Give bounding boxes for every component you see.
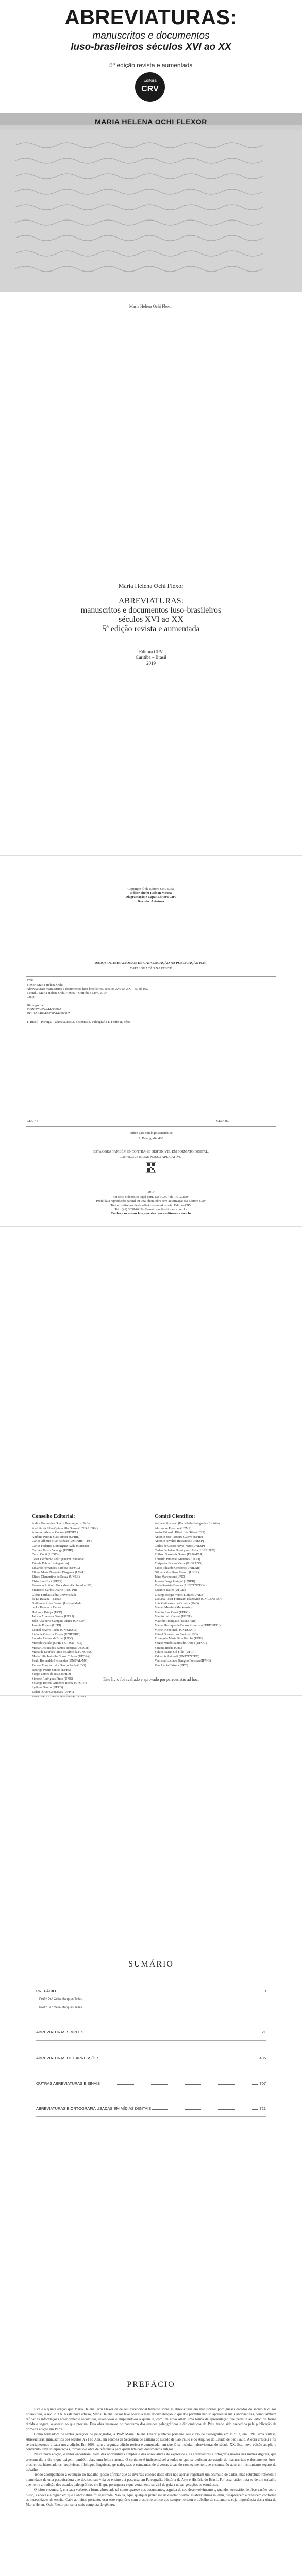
committee-member: Karla Rosário Brumes (UNICENTRO) [155, 1584, 205, 1588]
committee-member: Fabio Eduardo Cressoni (UNILAB) [155, 1566, 200, 1570]
committee-member: Rafael Guarato dos Santos (UFG) [155, 1632, 198, 1636]
board-member: Solange Helena Ximenes-Rocha (UFOPA) [32, 1681, 87, 1685]
board-member: Maria Lília Imbiriba Sousa Colares (UFOPA) [32, 1654, 91, 1658]
page-divider [0, 1695, 302, 1696]
committee-member: Michel Kobelinski (UNESPAR) [155, 1628, 196, 1632]
committee-member: Sylvio Fausto Gil Filho (UFPR) [155, 1650, 196, 1654]
board-member: Renato Francisco dos Santos Paula (UFG) [32, 1664, 86, 1667]
catalog-line: F592 [27, 979, 34, 982]
committee-member: Rosangela Maria Silva Petuba (UFU) [155, 1637, 203, 1641]
catalog-line: 736 p. [27, 995, 36, 999]
toc-entry-page: 435 [259, 2056, 266, 2060]
committee-member: Antonio Jose Teixeira Guerra (UFRJ) [155, 1535, 203, 1539]
scientific-committee-title: Comitê Científico: [155, 1514, 195, 1519]
board-member: Carlos Alberto Vilar Estêvão (UMINHO – PT) [32, 1539, 92, 1544]
toc-entry-page: 707 [259, 2081, 266, 2086]
legal-line-2: Proibida a reprodução parcial ou total desta obra sem autorização da Editora CRV [96, 1199, 206, 1203]
committee-member: Mauro Henrique de Barros Amoroso (FEBF/UERJ) [155, 1623, 221, 1628]
catalog-line: Flexor, Maria Helena Ochi [27, 983, 63, 987]
board-member: Três de Febrero – Argentina) [32, 1562, 69, 1566]
catalog-line: 1. Brasil - Portugal - abreviaturas 2. Sistemas 3. Paleografia I. Título II. Série [27, 1020, 130, 1024]
committee-member: Venilson Luciano Benigno Fonseca (IFMG) [155, 1659, 211, 1663]
cover-subtitle-line2: luso-brasileiros séculos XVI ao XX [71, 42, 231, 53]
board-member: Maria de Lourdes Pinto de Almeida (UNOESC) [32, 1650, 93, 1654]
toc-entry[interactable] [36, 1989, 266, 1995]
legal-line-3: Todos os direitos desta edição reservados pela: Editora CRV [110, 1204, 192, 1207]
toc-entry-label: PREFÁCIO [36, 1989, 56, 1993]
committee-member: Antonio Nivaldo Hespanhol (UNESP) [155, 1539, 204, 1544]
page-divider [0, 855, 302, 856]
cover-title: ABREVIATURAS: [64, 6, 238, 29]
catalog-entry-lines [27, 979, 274, 1024]
toc-entry-label: ABREVIATURAS SIMPLES [36, 2030, 83, 2035]
committee-member: Eduardo Pimentel Menezes (UERJ) [155, 1557, 200, 1561]
editorial-board-list [32, 1522, 150, 1699]
board-member: Fernando Antônio Gonçalves Alcoforado (IPB) [32, 1584, 93, 1588]
board-member: Paulo Romualdo Hernandes (UNIFAL-MG) [32, 1659, 89, 1663]
title-page-title [0, 597, 302, 634]
board-member: Marcelo Paixão (UFRJ e UTexas – US) [32, 1641, 82, 1646]
toc-title: SUMÁRIO [128, 1960, 174, 1969]
board-member: Elione Maria Nogueira Diogenes (UFAL) [32, 1570, 86, 1574]
board-member: de La Havana – Cuba) [32, 1597, 61, 1601]
manuscript-illustration [0, 130, 302, 292]
board-member: Élsio José Corá (UFFS) [32, 1579, 62, 1583]
copyright-block [0, 887, 302, 904]
digital-availability-2: CONHEÇA E BAIXE NOSSO APLICATIVO! [119, 1155, 183, 1159]
toc-separator [36, 2116, 266, 2117]
page-divider [0, 1226, 302, 1227]
board-member: Cesar Gerónimo Tello (Univer. Nacional [32, 1557, 84, 1561]
preface-paragraph: Como formadora de tantas gerações de paleógrafos, a Profª Maria Helena Flexor publicou primeiro seu curso de Paleografia em 1979 e, em 1991, uma síntese, Abreviaturas: manuscritos dos séculos XVI ao XIX, em edições da Secretaria de Cultura do Estado de São Paulo e do Arquivo do Estado de São Paulo. A obra cresceu e foi se enriquecendo a cada nova edição. Em 2008, saiu a segunda edição revista e aumentada, em que já se incluíam abreviaturas do século XX. Esta nova edição amplia o contributo, revê interpretações, tornando-a obra de referência para quem lida com documentos antigos. [26, 2432, 276, 2452]
index-item: 1. Paleografia 400 [139, 1137, 163, 1140]
board-member: Leonel Severo Rocha (UNISINOS) [32, 1628, 77, 1632]
index-title: Índice para catálogo sistemático [129, 1131, 173, 1135]
design-line: Diagramação e Capa: Editora CRV [125, 895, 177, 899]
publisher-city: Curitiba – Brasil [136, 655, 166, 660]
board-member: Simone Rodrigues Pinto (UNB) [32, 1676, 73, 1681]
committee-member: Carlos de Castro Neves Neto (UNESP) [155, 1544, 205, 1548]
toc-separator [36, 2040, 266, 2041]
committee-member: Maurilio Rompatto (UNESPAR) [155, 1619, 196, 1623]
board-member: Tania Suely Azevedo Brasileiro (UFOPA) [32, 1694, 86, 1699]
board-member: Lourdes Helena da Silva (UFV) [32, 1637, 73, 1641]
cdd-code: CDD 469 [216, 1119, 230, 1123]
catalog-line: ISBN 978-85-444-3088-7 [27, 1008, 62, 1011]
title-page-publisher [0, 649, 302, 666]
scientific-committee-list [155, 1522, 278, 1668]
catalog-line [27, 999, 274, 1004]
preface-paragraph: Tendo acompanhado a evolução do trabalho, posso afirmar que as diversas edições desta obra não apenas registram um acúmulo de dados, mas sobretudo refletem a maturidade de uma pesquisadora que dedicou sua vida ao ensino e à pesquisa em Paleografia, História da Arte e História do Brasil. Por essa razão, trata-se de um trabalho que honra a tradição dos estudos paleográficos em língua portuguesa e que certamente servirá de guia a novas gerações de estudiosos. [26, 2472, 276, 2487]
title-line-2: manuscritos e documentos luso-brasileiros [80, 606, 222, 615]
revision-line: Revisão: A Autora [138, 900, 164, 903]
legal-year: 2019 [147, 1190, 155, 1194]
title-page-author: Maria Helena Ochi Flexor [118, 582, 184, 589]
editor-line: Editor-chefe: Railson Moura [130, 891, 172, 895]
publisher-name: Editora CRV [139, 649, 163, 654]
logo-editora-text: Editora [143, 78, 157, 83]
board-member: Celso Conti (UFSCar) [32, 1553, 61, 1557]
toc-entry-page: 721 [259, 2106, 266, 2111]
catalog-line: Abreviaturas: manuscritos e documentos luso-brasileiros, séculos XVI ao XX. – 5. ed. rev. [27, 987, 148, 991]
board-member: Carmen Tereza Velanga (UNIR) [32, 1548, 73, 1552]
preface-body-page-1 [26, 2407, 276, 2508]
cip-subtitle: CATALOGAÇÃO NA FONTE [130, 967, 172, 970]
preface-paragraph: Este é a quinta edição que Maria Helena Ochi Flexor dá de seu excepcional trabalho sobre as abreviaturas em manuscritos portugueses datados do século XVI aos nossos dias, o século XX. Nesta nova edição, Maria Helena Flexor teve acesso a mais documentação, o que lhe permitiu não só apresentar mais abreviaturas, como também refinar as informações anteriormente recolhidas, revendo-as e ampliando-as a quem lê, com um novo olhar, uma forma de apresentação que permite ao leitor, de forma rápida e segura, o acesso ao que procura. Esta obra insere-se no panorama dos estudos paleográficos e diplomáticos do País, tendo sido precedida pela publicação da primeira edição em 1979. [26, 2407, 276, 2432]
toc-entry[interactable] [36, 2030, 266, 2036]
board-member: Elizeu Clementino de Souza (UNEB) [32, 1575, 80, 1579]
board-member: Helmuth Krüger (UCP) [32, 1610, 62, 1614]
logo-crv-text: CRV [141, 84, 159, 93]
digital-availability-1: ESTA OBRA TAMBÉM ENCONTRA-SE DISPONÍVEL EM FORMATO DIGITAL. [93, 1150, 209, 1154]
committee-member: Andre Eduardo Ribeiro da Silva (IFSP) [155, 1531, 205, 1535]
cover-author: MARIA HELENA OCHI FLEXOR [95, 117, 207, 126]
committee-member: Marcio Jose Ornat (UEPG) [155, 1610, 190, 1614]
toc-entry[interactable] [36, 2056, 266, 2062]
committee-member: Marcel Mendes (Mackenzie) [155, 1606, 192, 1610]
board-member: Anselmo Alencar Colares (UFOPA) [32, 1531, 78, 1535]
half-title-author: Maria Helena Ochi Flexor [129, 304, 173, 309]
board-member: Maria Cristina dos Santos Bezerra (UFSCar) [32, 1646, 89, 1650]
legal-line-1: Foi feito o depósito legal conf. Lei 10.994 de 14/12/2004 [112, 1195, 190, 1199]
preface-paragraph: Nesta nova edição, o leitor encontrará, além das abreviaturas simples e das abreviaturas de expressões, as abreviaturas e ortografia usadas nas mídias digitais, que crescem dia a dia e que exigem, também elas, uma leitura atenta. O conjunto é indispensável a todos os que se dedicam ao estudo de manuscritos e documentos luso-brasileiros: historiadores, arquivistas, filólogos, linguistas, genealogistas e estudantes de diversas áreas do conhecimento, que encontrarão aqui um instrumento seguro de trabalho. [26, 2452, 276, 2472]
board-member: João Adalberto Campato Junior (UNESP) [32, 1619, 86, 1623]
board-review-note: Este livro foi avaliado e aprovado por pareceristas ad hoc. [103, 1677, 199, 1682]
publisher-year: 2019 [146, 660, 156, 666]
title-line-3: séculos XVI ao XX [119, 615, 183, 624]
board-member: Aldira Guimarães Duarte Domínguez (UNB) [32, 1522, 90, 1526]
board-member: Andréia da Silva Quintanilha Sousa (UNIR/UFRN) [32, 1526, 98, 1530]
board-member: Jailson Alves dos Santos (UFRJ) [32, 1615, 74, 1619]
cover-subtitle-line1: manuscritos e documentos [92, 30, 210, 41]
committee-member: Jairo Marchesan (UNC) [155, 1575, 186, 1579]
toc-preface-author: Prof.ª Dr.ª Célia Marques Telles [39, 1998, 82, 2001]
toc-entry[interactable] [36, 2106, 266, 2112]
legal-line-4: Tel.: (41) 3039-6418 - E-mail: sac@editoracrv.com.br [114, 1208, 188, 1211]
committee-member: Luiz Guilherme de Oliveira (UnB) [155, 1601, 199, 1605]
committee-member: Jussara Fraga Portugal (UNEB) [155, 1579, 195, 1583]
board-member: Eduardo Fernandes Barbosa (UFMG) [32, 1566, 80, 1570]
toc-entry-label: ABREVIATURAS DE EXPRESSÕES [36, 2056, 100, 2060]
toc-entry[interactable] [36, 2081, 266, 2088]
committee-member: Leandro Baller (UFGD) [155, 1588, 186, 1592]
toc-entry-page: 9 [263, 1989, 266, 1993]
committee-member: Luciana Rosar Fornazari Klanovicz (UNICENTRO) [155, 1597, 222, 1601]
title-line-4: 5ª edição revista e aumentada [102, 624, 200, 633]
committee-member: Vera Lúcia Caixeta (UFT) [155, 1664, 188, 1667]
committee-member: Licurgo Borges Winck Rafael (UNEB) [155, 1592, 205, 1597]
book-cover [0, 0, 302, 292]
committee-member: Marcio Luiz Carreri (UENP) [155, 1615, 192, 1619]
board-member: Carlos Federico Dominguez Avila (Unieuro) [32, 1544, 89, 1548]
board-member: de La Havana – Cuba) [32, 1606, 61, 1610]
toc-preface-author-2: Prof.ª Dr.ª Célia Marques Telles [39, 2006, 82, 2009]
committee-member: Adriane Piovezan (Faculdades Integradas Espírita) [155, 1522, 220, 1526]
board-member: Sydione Santos (UEPG) [32, 1685, 63, 1689]
editorial-board-title: Conselho Editorial: [32, 1514, 75, 1519]
catalog-line [27, 1016, 274, 1020]
legal-line-5: Conheça os nossos lançamentos: www.editoracrv.com.br [110, 1212, 192, 1215]
toc-entry-label: OUTRAS ABREVIATURAS E SINAIS [36, 2081, 100, 2086]
committee-member: Sergio Murilo Santos de Araujo (UFCG) [155, 1641, 207, 1646]
committee-member: Valdemir Antoneli (UNICENTRO) [155, 1654, 199, 1658]
title-line-1: ABREVIATURAS: [118, 597, 184, 605]
cdu-code: CDU 46 [27, 1119, 38, 1123]
copyright-line: Copyright © da Editora CRV Ltda. [127, 887, 175, 891]
publisher-logo [135, 72, 165, 102]
committee-member: Euripedes Falcao Vieira (IHGRRGS) [155, 1562, 203, 1566]
board-member: Tadeu Oliver Gonçalves (UFPA) [32, 1690, 74, 1694]
preface-paragraph: O leitor encontrará, em cada verbete, a forma abreviada tal como aparece nos documentos, seguida do seu desenvolvimento e, quando necessário, de observações sobre o uso, a época e a região em que a abreviatura foi registrada. Não há, aqui, qualquer pretensão de esgotar o tema: as abreviaturas mudam, desaparecem e renascem conforme as necessidades da escrita. Cabe ao leitor, portanto, usar este repertório com o espírito crítico que sempre norteou o trabalho de sua autora, cuja importância desta obra de Maria Helena Ochi Flexor por ser a mais completa do gênero. [26, 2487, 276, 2507]
committee-member: Edilson Soares de Souza (FABAPAR) [155, 1553, 204, 1557]
board-member: Rodrigo Pratte-Santos (UFES) [32, 1668, 71, 1672]
committee-member: Simone Rocha (UnC) [155, 1646, 182, 1650]
board-member: Lídia de Oliveira Xavier (UNIEURO) [32, 1632, 81, 1636]
board-member: Antônio Pereira Gaio Júnior (UFRRJ) [32, 1535, 81, 1539]
board-member: Josania Portela (UFPI) [32, 1623, 61, 1628]
board-member: Francisco Carlos Duarte (PUC-PR) [32, 1588, 77, 1592]
catalog-line: DOI 10.24824/978854443088.7 [27, 1012, 70, 1015]
board-member: Guillermo Arias Beatón (Universidade [32, 1601, 81, 1605]
preface-title: PREFÁCIO [127, 2380, 175, 2389]
board-member: Sérgio Nunes de Jesus (IFRO) [32, 1672, 71, 1676]
catalog-line: e atual. / Maria Helena Ochi Flexor. – Curitiba : CRV, 2019. [27, 991, 108, 995]
qr-code-icon[interactable] [146, 1162, 156, 1173]
cover-edition: 5ª edição revista e aumentada [109, 62, 193, 69]
committee-member: Carlos Federico Dominguez Avila (UNIEURO) [155, 1548, 215, 1552]
board-member: Gloria Fariñas León (Universidade [32, 1592, 77, 1597]
catalog-line: Bibliografia [27, 1004, 43, 1007]
committee-member: Alexandre Pierezan (UFMS) [155, 1526, 192, 1530]
committee-member: Gilmara Yoshihara Franco (UNIR) [155, 1570, 199, 1574]
cip-title: DADOS INTERNACIONAIS DE CATALOGAÇÃO NA PUBLICAÇÃO (CIP) [94, 961, 208, 965]
toc-entry-label: ABREVIATURAS E ORTOGRAFIA USADAS EM MÍDIAS DIGITAIS [36, 2106, 152, 2111]
toc-entry-page: 21 [261, 2030, 266, 2035]
